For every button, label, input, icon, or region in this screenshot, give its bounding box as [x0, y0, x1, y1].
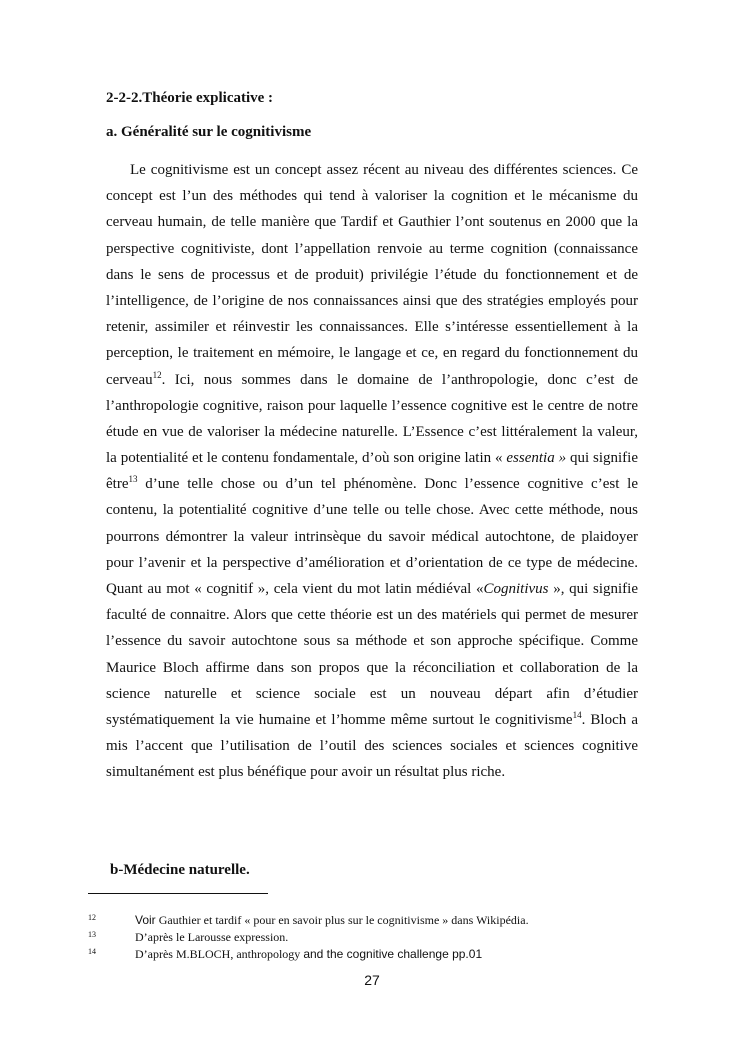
footnote	[88, 912, 648, 929]
footnote-ref-12: 12	[152, 369, 162, 380]
paragraph-line: mis l’accent que l’utilisation de l’outil des sciences sociales et sciences cognitive	[106, 738, 638, 755]
paragraph-line: pourrons démontrer la valeur intrinsèque du savoir médical autochtone, de plaidoyer	[106, 528, 638, 545]
footnotes	[88, 912, 648, 963]
footnote-text: D’après M.BLOCH, anthropology and the cognitive challenge pp.01	[135, 947, 483, 961]
paragraph-line: dans le sens de processus et de produit) privilégie l’étude du fonctionnement et de	[106, 266, 638, 283]
footnote-number: 12	[88, 913, 96, 922]
paragraph-line: l’intelligence, de l’origine de nos connaissances ainsi que des stratégies employés pour	[106, 292, 638, 309]
footnote-text: Voir Gauthier et tardif « pour en savoir plus sur le cognitivisme » dans Wikipédia.	[135, 913, 529, 927]
paragraph-line: science naturelle et science sociale est un nouveau départ afin d’étudier	[106, 685, 638, 702]
paragraph-line: faculté de connaitre. Alors que cette théorie est un des matériels qui permet de mesurer	[106, 607, 638, 624]
paragraph-line: Le cognitivisme est un concept assez récent au niveau des différentes sciences. Ce	[130, 162, 638, 178]
footnote-number: 14	[88, 947, 96, 956]
footnote-ref-13: 13	[128, 474, 138, 485]
footnote-text: D’après le Larousse expression.	[135, 930, 289, 944]
paragraph-line: pour l’avenir et la perspective d’amélioration et d’orientation de ce type de médecine.	[106, 554, 638, 571]
section-heading: 2-2-2.Théorie explicative :	[106, 90, 274, 106]
paragraph-line: systématiquement la vie humaine et l’homme même surtout le cognitivisme$^{14}$. Bloch a	[106, 709, 638, 728]
paragraph-line: la potentialité et le contenu fondamentale, d’où son origine latin « essentia » qui signifie	[106, 450, 638, 467]
footnote	[88, 929, 648, 946]
paragraph-line: perception, le traitement en mémoire, le langage et ce, en regard du fonctionnement du	[106, 345, 638, 362]
paragraph-line: Quant au mot « cognitif », cela vient du mot latin médiéval «Cognitivus », qui signifie	[106, 581, 638, 597]
paragraph-line: contenu, la potentialité cognitive d’une telle ou telle chose. Avec cette méthode, nous	[106, 502, 638, 519]
body-paragraph	[106, 157, 638, 786]
paragraph-line: retenir, assimiler et réinvestir les connaissances. Elle s’intéresse essentiellement à la	[106, 319, 638, 336]
subsection-heading-a: a. Généralité sur le cognitivisme	[106, 124, 312, 140]
paragraph-line: simultanément est plus bénéfique pour avoir un résultat plus riche.	[106, 764, 506, 781]
footnote-separator	[88, 893, 268, 894]
paragraph-line: cerveau$^{12}$. Ici, nous sommes dans le domaine de l’anthropologie, donc c’est de	[106, 369, 638, 388]
paragraph-line: être$^{13}$ d’une telle chose ou d’un tel phénomène. Donc l’essence cognitive c’est le	[106, 474, 638, 493]
paragraph-line: cerveau humain, de telle manière que Tardif et Gauthier l’ont soutenus en 2000 que la	[106, 214, 638, 231]
paragraph-line: concept est l’un des méthodes qui tend à valoriser la cognition et le mécanisme du	[106, 188, 638, 205]
paragraph-line: étude en vue de valoriser la médecine naturelle. L’Essence c’est littéralement la valeur,	[106, 423, 638, 440]
paragraph-line: l’anthropologie cognitive, raison pour laquelle l’essence cognitive est le centre de notre	[106, 397, 638, 414]
paragraph-line: Maurice Bloch affirme dans son propos que la réconciliation et collaboration de la	[106, 659, 638, 676]
paragraph-line: l’essence du savoir autochtone sous sa méthode et son approche spécifique. Comme	[106, 633, 638, 650]
footnote	[88, 946, 648, 963]
page-number: 27	[364, 972, 380, 988]
subsection-heading-b: b-Médecine naturelle.	[110, 862, 250, 878]
paragraph-line: perspective cognitiviste, dont l’appellation renvoie au terme cognition (connaissance	[106, 240, 638, 257]
footnote-number: 13	[88, 930, 96, 939]
footnote-ref-14: 14	[572, 709, 582, 720]
